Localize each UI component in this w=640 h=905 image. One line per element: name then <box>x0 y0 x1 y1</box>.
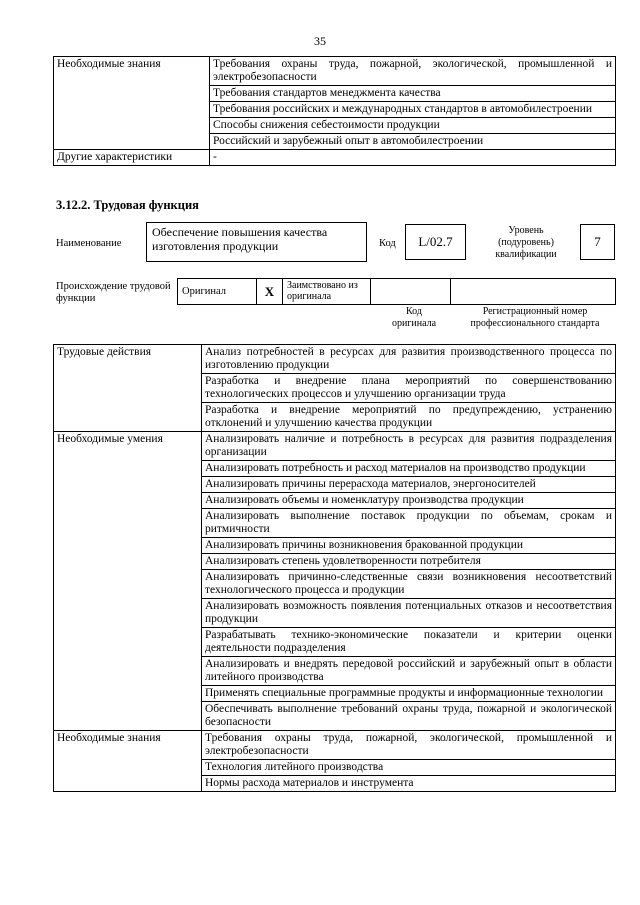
table-cell: Анализировать объемы и номенклатуру производства продукции <box>202 493 616 509</box>
page-number: 35 <box>314 34 326 48</box>
row-label: Необходимые знания <box>54 731 202 792</box>
table-cell: Нормы расхода материалов и инструмента <box>202 776 616 792</box>
borrowed-label: Заимствовано из оригинала <box>283 279 371 305</box>
table-cell: Требования российских и международных стандартов в автомобилестроении <box>210 102 616 118</box>
code-label: Код <box>379 238 396 249</box>
table-row <box>54 432 616 461</box>
table-row <box>54 57 616 86</box>
table-cell: Способы снижения себестоимости продукции <box>210 118 616 134</box>
table-cell: Анализировать возможность появления потенциальных отказов и несоответствия продукции <box>202 599 616 628</box>
table-cell: Разработка и внедрение мероприятий по предупреждению, устранению отклонений и улучшению качества продукции <box>202 403 616 432</box>
table-cell: Анализировать наличие и потребность в ресурсах для развития подразделения организации <box>202 432 616 461</box>
name-label: Наименование <box>56 238 122 249</box>
row-label: Трудовые действия <box>54 345 202 432</box>
section-heading: 3.12.2. Трудовая функция <box>56 198 199 212</box>
table-row <box>54 731 616 760</box>
table-cell: - <box>210 150 616 166</box>
table-cell: Анализировать причины перерасхода материалов, энергоносителей <box>202 477 616 493</box>
level-value-box: 7 <box>580 224 615 260</box>
table-cell: Требования охраны труда, пожарной, экологической, промышленной и электробезопасности <box>202 731 616 760</box>
labor-function-table <box>53 344 616 792</box>
table-cell: Анализировать и внедрять передовой российский и зарубежный опыт в области литейного производства <box>202 657 616 686</box>
registration-number-cell <box>451 279 616 305</box>
original-mark: X <box>257 279 283 305</box>
table-row <box>54 150 616 166</box>
table-row <box>178 279 616 305</box>
original-label: Оригинал <box>178 279 257 305</box>
table-cell: Применять специальные программные продукты и информационные технологии <box>202 686 616 702</box>
level-label: Уровень (подуровень) квалификации <box>495 225 557 260</box>
registration-caption: Регистрационный номер профессионального стандарта <box>470 306 600 329</box>
row-label: Необходимые знания <box>54 57 210 150</box>
table-cell: Требования стандартов менеджмента качества <box>210 86 616 102</box>
table-cell: Разработка и внедрение плана мероприятий по совершенствованию технологических процессов и улучшению организации труда <box>202 374 616 403</box>
table-cell: Российский и зарубежный опыт в автомобилестроении <box>210 134 616 150</box>
table-row <box>54 345 616 374</box>
original-code-cell <box>371 279 451 305</box>
table-cell: Анализировать потребность и расход материалов на производство продукции <box>202 461 616 477</box>
table-cell: Разрабатывать технико-экономические показатели и критерии оценки деятельности подразделения <box>202 628 616 657</box>
table-cell: Обеспечивать выполнение требований охраны труда, пожарной и экологической безопасности <box>202 702 616 731</box>
table-cell: Требования охраны труда, пожарной, экологической, промышленной и электробезопасности <box>210 57 616 86</box>
code-value-box: L/02.7 <box>405 224 466 260</box>
table-cell: Анализировать причинно-следственные связи возникновения несоответствий технологического процесса и продукции <box>202 570 616 599</box>
origin-table <box>177 278 616 305</box>
row-label: Другие характеристики <box>54 150 210 166</box>
code-caption: Код оригинала <box>391 306 437 329</box>
table-cell: Анализировать выполнение поставок продукции по объемам, срокам и ритмичности <box>202 509 616 538</box>
table-cell: Анализ потребностей в ресурсах для развития производственного процесса по изготовлению продукции <box>202 345 616 374</box>
function-name-box: Обеспечение повышения качества изготовления продукции <box>146 222 367 262</box>
row-label: Необходимые умения <box>54 432 202 731</box>
table-cell: Технология литейного производства <box>202 760 616 776</box>
origin-label: Происхождение трудовой функции <box>56 281 171 304</box>
qualification-table-top <box>53 56 616 166</box>
table-cell: Анализировать причины возникновения бракованной продукции <box>202 538 616 554</box>
table-cell: Анализировать степень удовлетворенности потребителя <box>202 554 616 570</box>
